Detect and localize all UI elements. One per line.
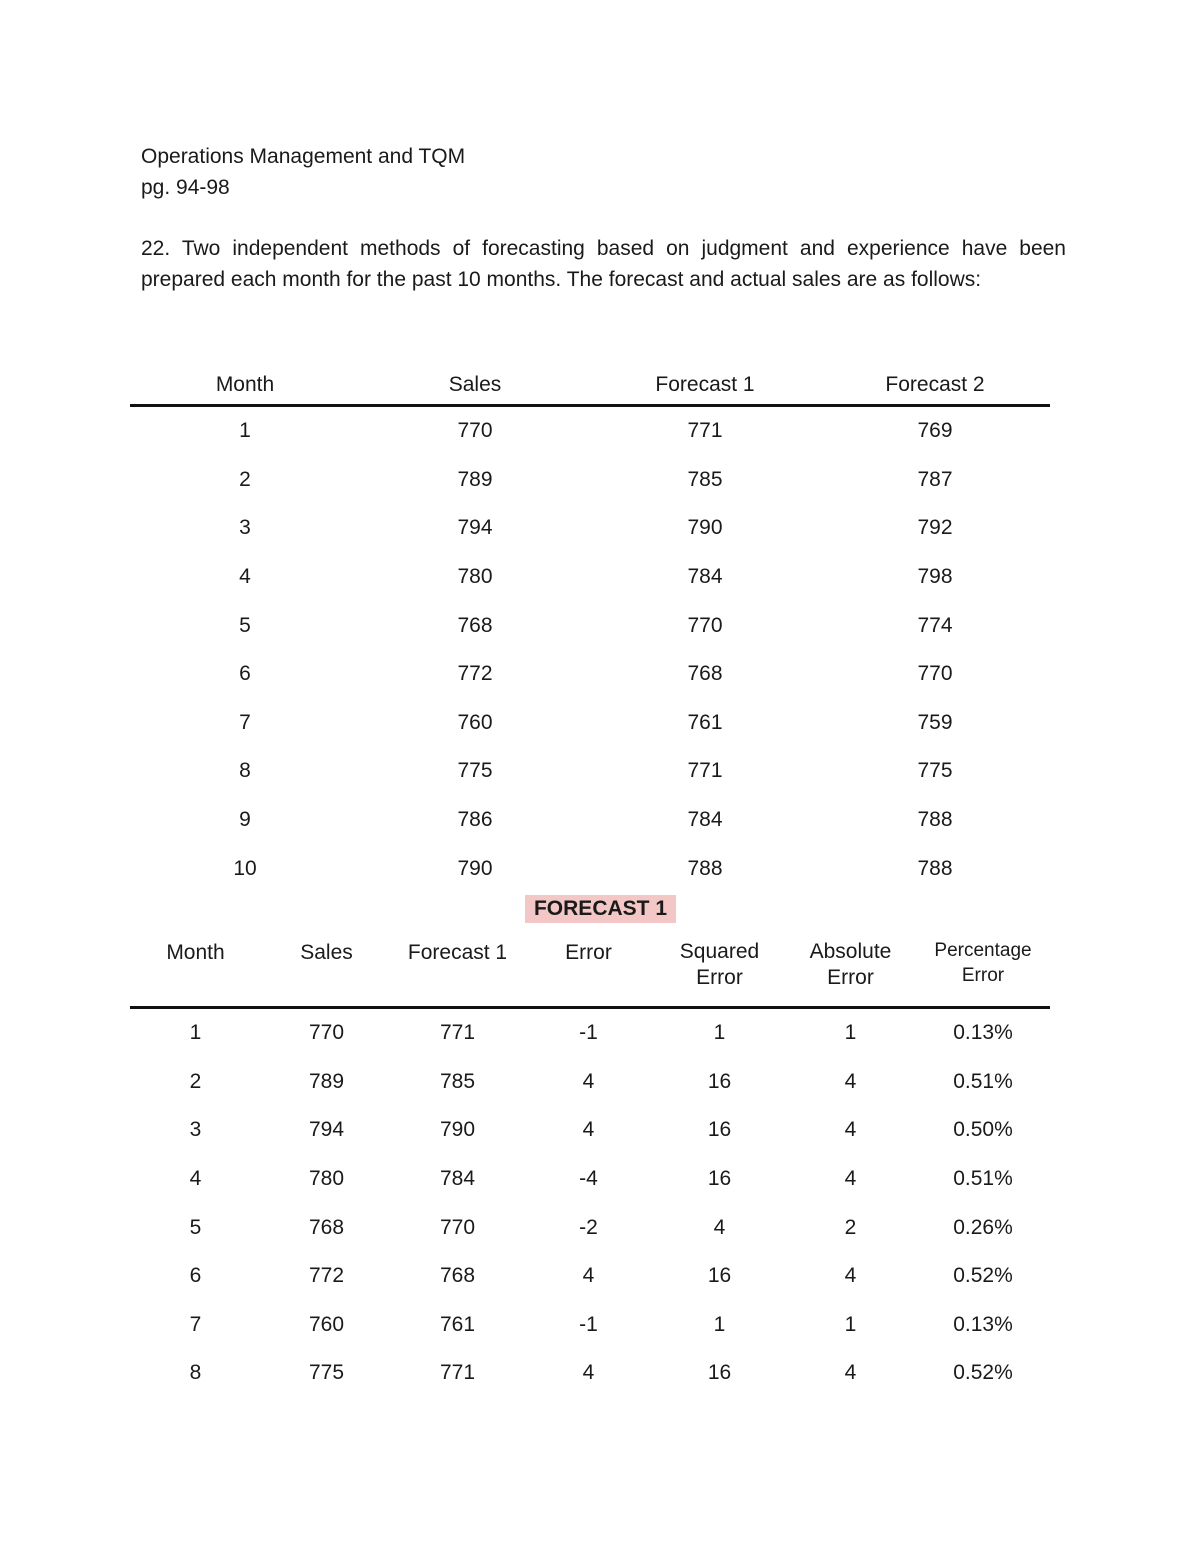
column-header-line: Error (696, 966, 743, 989)
table-cell: 16 (707, 1118, 732, 1142)
column-header-line: Month (166, 941, 225, 964)
table-cell: 790 (457, 856, 493, 880)
table-cell: -1 (579, 1312, 598, 1336)
table-row (130, 747, 1050, 796)
table-cell: 8 (239, 759, 251, 783)
table-cell: 790 (439, 1118, 476, 1142)
table-cell: 4 (582, 1361, 595, 1385)
table-cell: 789 (457, 467, 493, 491)
column-header-line: Forecast 1 (407, 941, 508, 964)
forecast-1-title: FORECAST 1 (525, 895, 676, 923)
table-cell: 768 (457, 613, 493, 637)
table-row (130, 1252, 1050, 1301)
table-cell: 16 (707, 1167, 732, 1191)
table-cell: 4 (582, 1069, 595, 1093)
table-cell: 768 (439, 1264, 476, 1288)
table-cell: 789 (308, 1069, 345, 1093)
table-row (130, 844, 1050, 893)
table-cell: 1 (713, 1021, 726, 1045)
table-cell: 771 (687, 419, 723, 443)
table-cell: 768 (687, 662, 723, 686)
column-header: Forecast 2 (820, 366, 1050, 406)
table-cell: 0.26% (953, 1215, 1013, 1239)
column-header-line: Squared (679, 940, 760, 963)
table-row (130, 601, 1050, 650)
table-cell: 790 (687, 516, 723, 540)
table-cell: 759 (917, 710, 953, 734)
column-header (392, 935, 523, 1008)
column-header (523, 935, 654, 1008)
table-cell: 784 (439, 1167, 476, 1191)
table-cell: 760 (457, 710, 493, 734)
table-cell: 5 (189, 1215, 202, 1239)
table-cell: 760 (308, 1312, 345, 1336)
table-cell: 771 (439, 1021, 476, 1045)
table-cell: 774 (917, 613, 953, 637)
table-cell: 2 (189, 1069, 202, 1093)
page-reference: pg. 94-98 (141, 176, 230, 199)
table-cell: 4 (239, 565, 251, 589)
table-cell: 1 (239, 419, 251, 443)
table-cell: 784 (687, 565, 723, 589)
table-cell: 1 (189, 1021, 202, 1045)
table-cell: 0.51% (953, 1167, 1013, 1191)
table-cell: 16 (707, 1069, 732, 1093)
table-cell: 785 (439, 1069, 476, 1093)
table-cell: 2 (239, 467, 251, 491)
table-cell: 768 (308, 1215, 345, 1239)
table-cell: -2 (579, 1215, 598, 1239)
table-cell: -4 (579, 1167, 598, 1191)
table-cell: 771 (687, 759, 723, 783)
column-header-line: Error (827, 966, 874, 989)
table-cell: 4 (844, 1069, 857, 1093)
book-title: Operations Management and TQM (141, 145, 466, 168)
table-cell: 2 (844, 1215, 857, 1239)
table-cell: 785 (687, 467, 723, 491)
column-header: Forecast 1 (590, 366, 820, 406)
table-row (130, 1058, 1050, 1107)
table-cell: 794 (457, 516, 493, 540)
column-header (130, 935, 261, 1008)
table-cell: 16 (707, 1361, 732, 1385)
table-cell: 770 (917, 662, 953, 686)
table-row (130, 504, 1050, 553)
table-cell: 8 (189, 1361, 202, 1385)
column-header-line: Error (961, 965, 1005, 986)
table-cell: 784 (687, 808, 723, 832)
table-cell: 4 (844, 1264, 857, 1288)
table-cell: 7 (189, 1312, 202, 1336)
table-cell: 780 (308, 1167, 345, 1191)
table-cell: 6 (239, 662, 251, 686)
table-cell: 780 (457, 565, 493, 589)
table-cell: 4 (189, 1167, 202, 1191)
table-cell: 761 (439, 1312, 476, 1336)
table-header-row (130, 366, 1050, 406)
table-row (130, 1106, 1050, 1155)
table-cell: 788 (687, 856, 723, 880)
table-cell: 775 (457, 759, 493, 783)
table-row (130, 1301, 1050, 1350)
table-cell: 0.52% (953, 1264, 1013, 1288)
table-cell: 4 (844, 1118, 857, 1142)
table-cell: 775 (917, 759, 953, 783)
table-cell: 788 (917, 808, 953, 832)
table-cell: 4 (582, 1264, 595, 1288)
column-header (261, 935, 392, 1008)
column-header-line: Percentage (934, 940, 1032, 961)
table-cell: 769 (917, 419, 953, 443)
table-cell: 1 (844, 1312, 857, 1336)
table-cell: 10 (233, 856, 257, 880)
column-header-line: Absolute (809, 940, 892, 963)
table-cell: 5 (239, 613, 251, 637)
table-cell: 770 (308, 1021, 345, 1045)
table-cell: 0.51% (953, 1069, 1013, 1093)
table-cell: 1 (844, 1021, 857, 1045)
table-cell: 0.52% (953, 1361, 1013, 1385)
table-cell: 772 (457, 662, 493, 686)
table-cell: 794 (308, 1118, 345, 1142)
table-cell: 0.13% (953, 1021, 1013, 1045)
table-cell: 4 (713, 1215, 726, 1239)
table-cell: 9 (239, 808, 251, 832)
column-header: Month (130, 366, 360, 406)
table-row (130, 1349, 1050, 1398)
table-cell: 761 (687, 710, 723, 734)
table-header-row (130, 935, 1050, 1008)
table-row (130, 406, 1050, 456)
table-cell: 6 (189, 1264, 202, 1288)
table-cell: 4 (582, 1118, 595, 1142)
table-cell: 798 (917, 565, 953, 589)
sales-forecast-table (130, 366, 1050, 893)
table-cell: 787 (917, 467, 953, 491)
table-cell: 1 (713, 1312, 726, 1336)
table-cell: 0.13% (953, 1312, 1013, 1336)
table-cell: 3 (189, 1118, 202, 1142)
table-row (130, 456, 1050, 505)
table-cell: 3 (239, 516, 251, 540)
table-row (130, 1203, 1050, 1252)
problem-statement: 22. Two independent methods of forecasting based on judgment and experience have been prepared each month for the past 10 months. The forecast and actual sales are as follows: (141, 237, 1066, 291)
table-cell: 0.50% (953, 1118, 1013, 1142)
table-cell: 786 (457, 808, 493, 832)
column-header (785, 935, 916, 1008)
table-cell: 772 (308, 1264, 345, 1288)
table-cell: 4 (844, 1167, 857, 1191)
table-cell: 775 (308, 1361, 345, 1385)
table-row (130, 699, 1050, 748)
table-cell: 771 (439, 1361, 476, 1385)
table-cell: 770 (439, 1215, 476, 1239)
table-cell: 770 (457, 419, 493, 443)
table-cell: 16 (707, 1264, 732, 1288)
table-row (130, 1155, 1050, 1204)
column-header (654, 935, 785, 1008)
table-row (130, 796, 1050, 845)
table-row (130, 1008, 1050, 1058)
table-cell: 788 (917, 856, 953, 880)
column-header-line: Error (565, 941, 612, 964)
table-row (130, 650, 1050, 699)
column-header-line: Sales (300, 941, 353, 964)
forecast-1-error-table (130, 935, 1050, 1398)
column-header (916, 935, 1050, 1008)
table-row (130, 553, 1050, 602)
table-cell: 792 (917, 516, 953, 540)
column-header: Sales (360, 366, 590, 406)
table-cell: 4 (844, 1361, 857, 1385)
table-cell: -1 (579, 1021, 598, 1045)
table-cell: 7 (239, 710, 251, 734)
table-cell: 770 (687, 613, 723, 637)
